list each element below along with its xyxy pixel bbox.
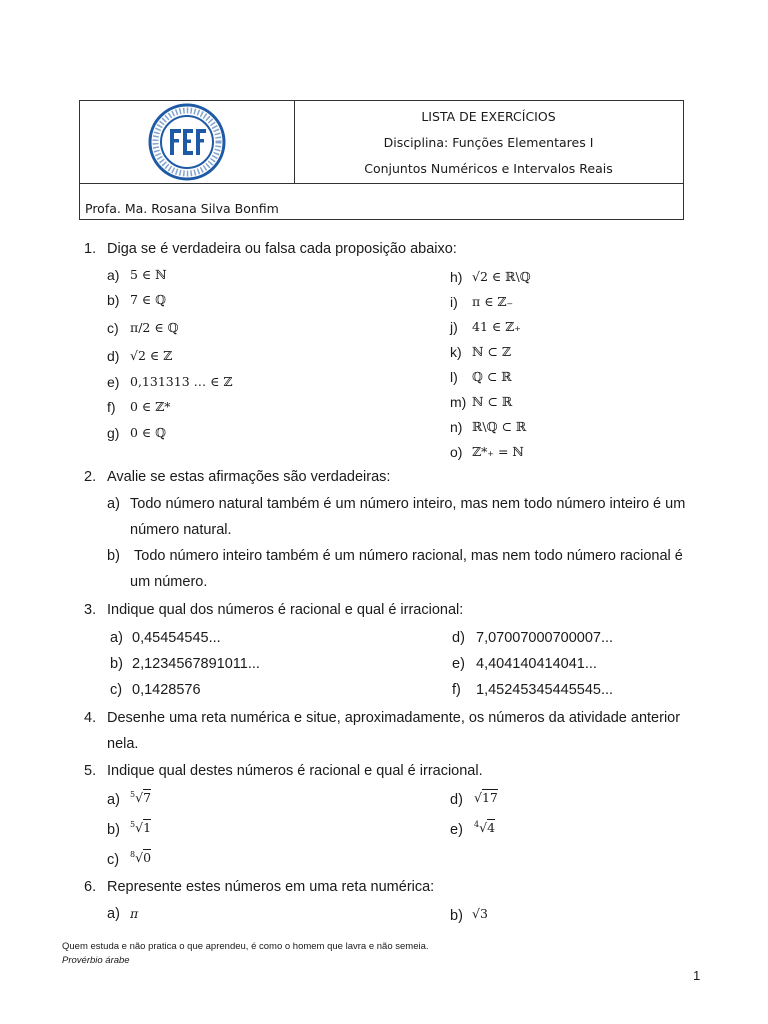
q5-radical: $^8$√0 <box>130 850 152 866</box>
q3-item-label: e) <box>452 656 465 672</box>
q3-item-label: d) <box>452 630 465 646</box>
q2-a-line1: Todo número natural também é um número inteiro, mas nem todo número inteiro é um <box>130 496 686 512</box>
q4-line2: nela. <box>107 736 139 752</box>
q5-radical: $^5$√7 <box>130 790 152 806</box>
q5-prompt: Indique qual destes números é racional e qual é irracional. <box>107 763 483 779</box>
q1-item-expr: 0 ∈ ℤ* <box>130 399 171 414</box>
q1-item-expr: 0,131313 … ∈ ℤ <box>130 374 233 389</box>
footer-quote: Quem estuda e não pratica o que aprendeu, é como o homem que lavra e não semeia. <box>62 941 429 952</box>
q6-prompt: Represente estes números em uma reta numérica: <box>107 879 435 895</box>
q1-number: 1. <box>84 241 97 257</box>
root-index: 5 <box>130 820 136 829</box>
q5-radical: $^5$√1 <box>130 820 152 836</box>
fef-seal-icon <box>145 103 229 181</box>
radicand: 1 <box>143 820 152 836</box>
header-top-row <box>80 101 683 184</box>
radicand: 4 <box>487 820 496 836</box>
q5-item-label: e) <box>450 822 463 838</box>
q1-item-label: j) <box>450 319 458 335</box>
fef-logo <box>80 101 295 183</box>
q2-a-line2: número natural. <box>130 522 232 538</box>
q3-item-value: 4,404140414041... <box>476 656 597 672</box>
root-index: 4 <box>474 820 480 829</box>
q2-b-line1: Todo número inteiro também é um número racional, mas nem todo número racional é <box>134 548 683 564</box>
q3-prompt: Indique qual dos números é racional e qual é irracional: <box>107 602 464 618</box>
q1-item-expr: ℕ ⊂ ℤ <box>472 344 511 359</box>
list-title: LISTA DE EXERCÍCIOS <box>421 109 556 124</box>
q1-prompt: Diga se é verdadeira ou falsa cada proposição abaixo: <box>107 241 457 257</box>
q1-item-expr: 7 ∈ ℚ <box>130 292 167 307</box>
radicand: 7 <box>143 790 152 806</box>
header-titles <box>294 101 683 183</box>
q1-item-label: k) <box>450 344 462 360</box>
q1-item-label: h) <box>450 269 463 285</box>
q6-b-label: b) <box>450 908 463 924</box>
q6-b-value: √3 <box>472 906 488 921</box>
q3-item-label: a) <box>110 630 123 646</box>
radicand: 17 <box>481 790 498 806</box>
q2-prompt: Avalie se estas afirmações são verdadeiras: <box>107 469 391 485</box>
q3-item-value: 2,1234567891011... <box>132 656 260 672</box>
q1-item-expr: π ∈ ℤ₋ <box>472 294 514 309</box>
q3-item-value: 0,1428576 <box>132 682 201 698</box>
q1-item-label: g) <box>107 425 120 441</box>
q6-a-label: a) <box>107 906 120 922</box>
q1-item-expr: ℤ*₊ = ℕ <box>472 444 524 459</box>
q4-line1: Desenhe uma reta numérica e situe, aproximadamente, os números da atividade anterior <box>107 710 681 726</box>
q1-item-label: m) <box>450 394 467 410</box>
q5-item-label: c) <box>107 852 120 868</box>
q1-item-expr: π/2 ∈ ℚ <box>130 320 179 335</box>
q1-item-label: i) <box>450 294 458 310</box>
q5-item-label: b) <box>107 822 120 838</box>
q5-item-label: a) <box>107 792 120 808</box>
discipline-line: Disciplina: Funções Elementares I <box>383 135 594 150</box>
subject-line: Conjuntos Numéricos e Intervalos Reais <box>364 161 613 176</box>
q3-item-label: f) <box>452 682 461 698</box>
q3-item-value: 0,45454545... <box>132 630 221 646</box>
q1-item-label: c) <box>107 320 119 336</box>
q6-number: 6. <box>84 879 97 895</box>
page-number: 1 <box>693 968 701 983</box>
q6-a-value: π <box>130 906 139 921</box>
root-index: 8 <box>130 850 136 859</box>
q1-item-expr: ℝ\ℚ ⊂ ℝ <box>472 419 527 434</box>
q1-item-label: o) <box>450 444 463 460</box>
q1-item-expr: 41 ∈ ℤ₊ <box>472 319 521 334</box>
header-box <box>79 100 684 220</box>
q5-radical: $^4$√4 <box>474 820 496 836</box>
q1-item-label: l) <box>450 369 458 385</box>
q1-item-expr: 0 ∈ ℚ <box>130 425 167 440</box>
q2-b-label: b) <box>107 548 120 564</box>
q1-item-expr: ℚ ⊂ ℝ <box>472 369 512 384</box>
q3-item-value: 7,07007000700007... <box>476 630 614 646</box>
q1-item-expr: ℕ ⊂ ℝ <box>472 394 513 409</box>
q5-item-label: d) <box>450 792 463 808</box>
q2-b-line2: um número. <box>130 574 208 590</box>
q4-number: 4. <box>84 710 97 726</box>
q3-item-value: 1,45245345445545... <box>476 682 614 698</box>
footer-source: Provérbio árabe <box>62 955 130 966</box>
q1-item-expr: √2 ∈ ℝ\ℚ <box>472 269 531 284</box>
radicand: 0 <box>143 850 152 866</box>
q1-item-label: a) <box>107 267 120 283</box>
q1-item-label: f) <box>107 399 116 415</box>
q1-item-label: e) <box>107 374 120 390</box>
q1-item-label: n) <box>450 419 463 435</box>
q2-number: 2. <box>84 469 97 485</box>
q1-item-label: d) <box>107 348 120 364</box>
q3-item-label: c) <box>110 682 123 698</box>
q1-item-expr: √2 ∈ ℤ <box>130 348 173 363</box>
q1-item-label: b) <box>107 292 120 308</box>
root-index: 5 <box>130 790 136 799</box>
q2-a-label: a) <box>107 496 120 512</box>
q3-number: 3. <box>84 602 97 618</box>
q5-radical: √17 <box>474 790 498 806</box>
q5-number: 5. <box>84 763 97 779</box>
professor-name: Profa. Ma. Rosana Silva Bonfim <box>85 201 279 216</box>
q1-item-expr: 5 ∈ ℕ <box>130 267 167 282</box>
q3-item-label: b) <box>110 656 123 672</box>
